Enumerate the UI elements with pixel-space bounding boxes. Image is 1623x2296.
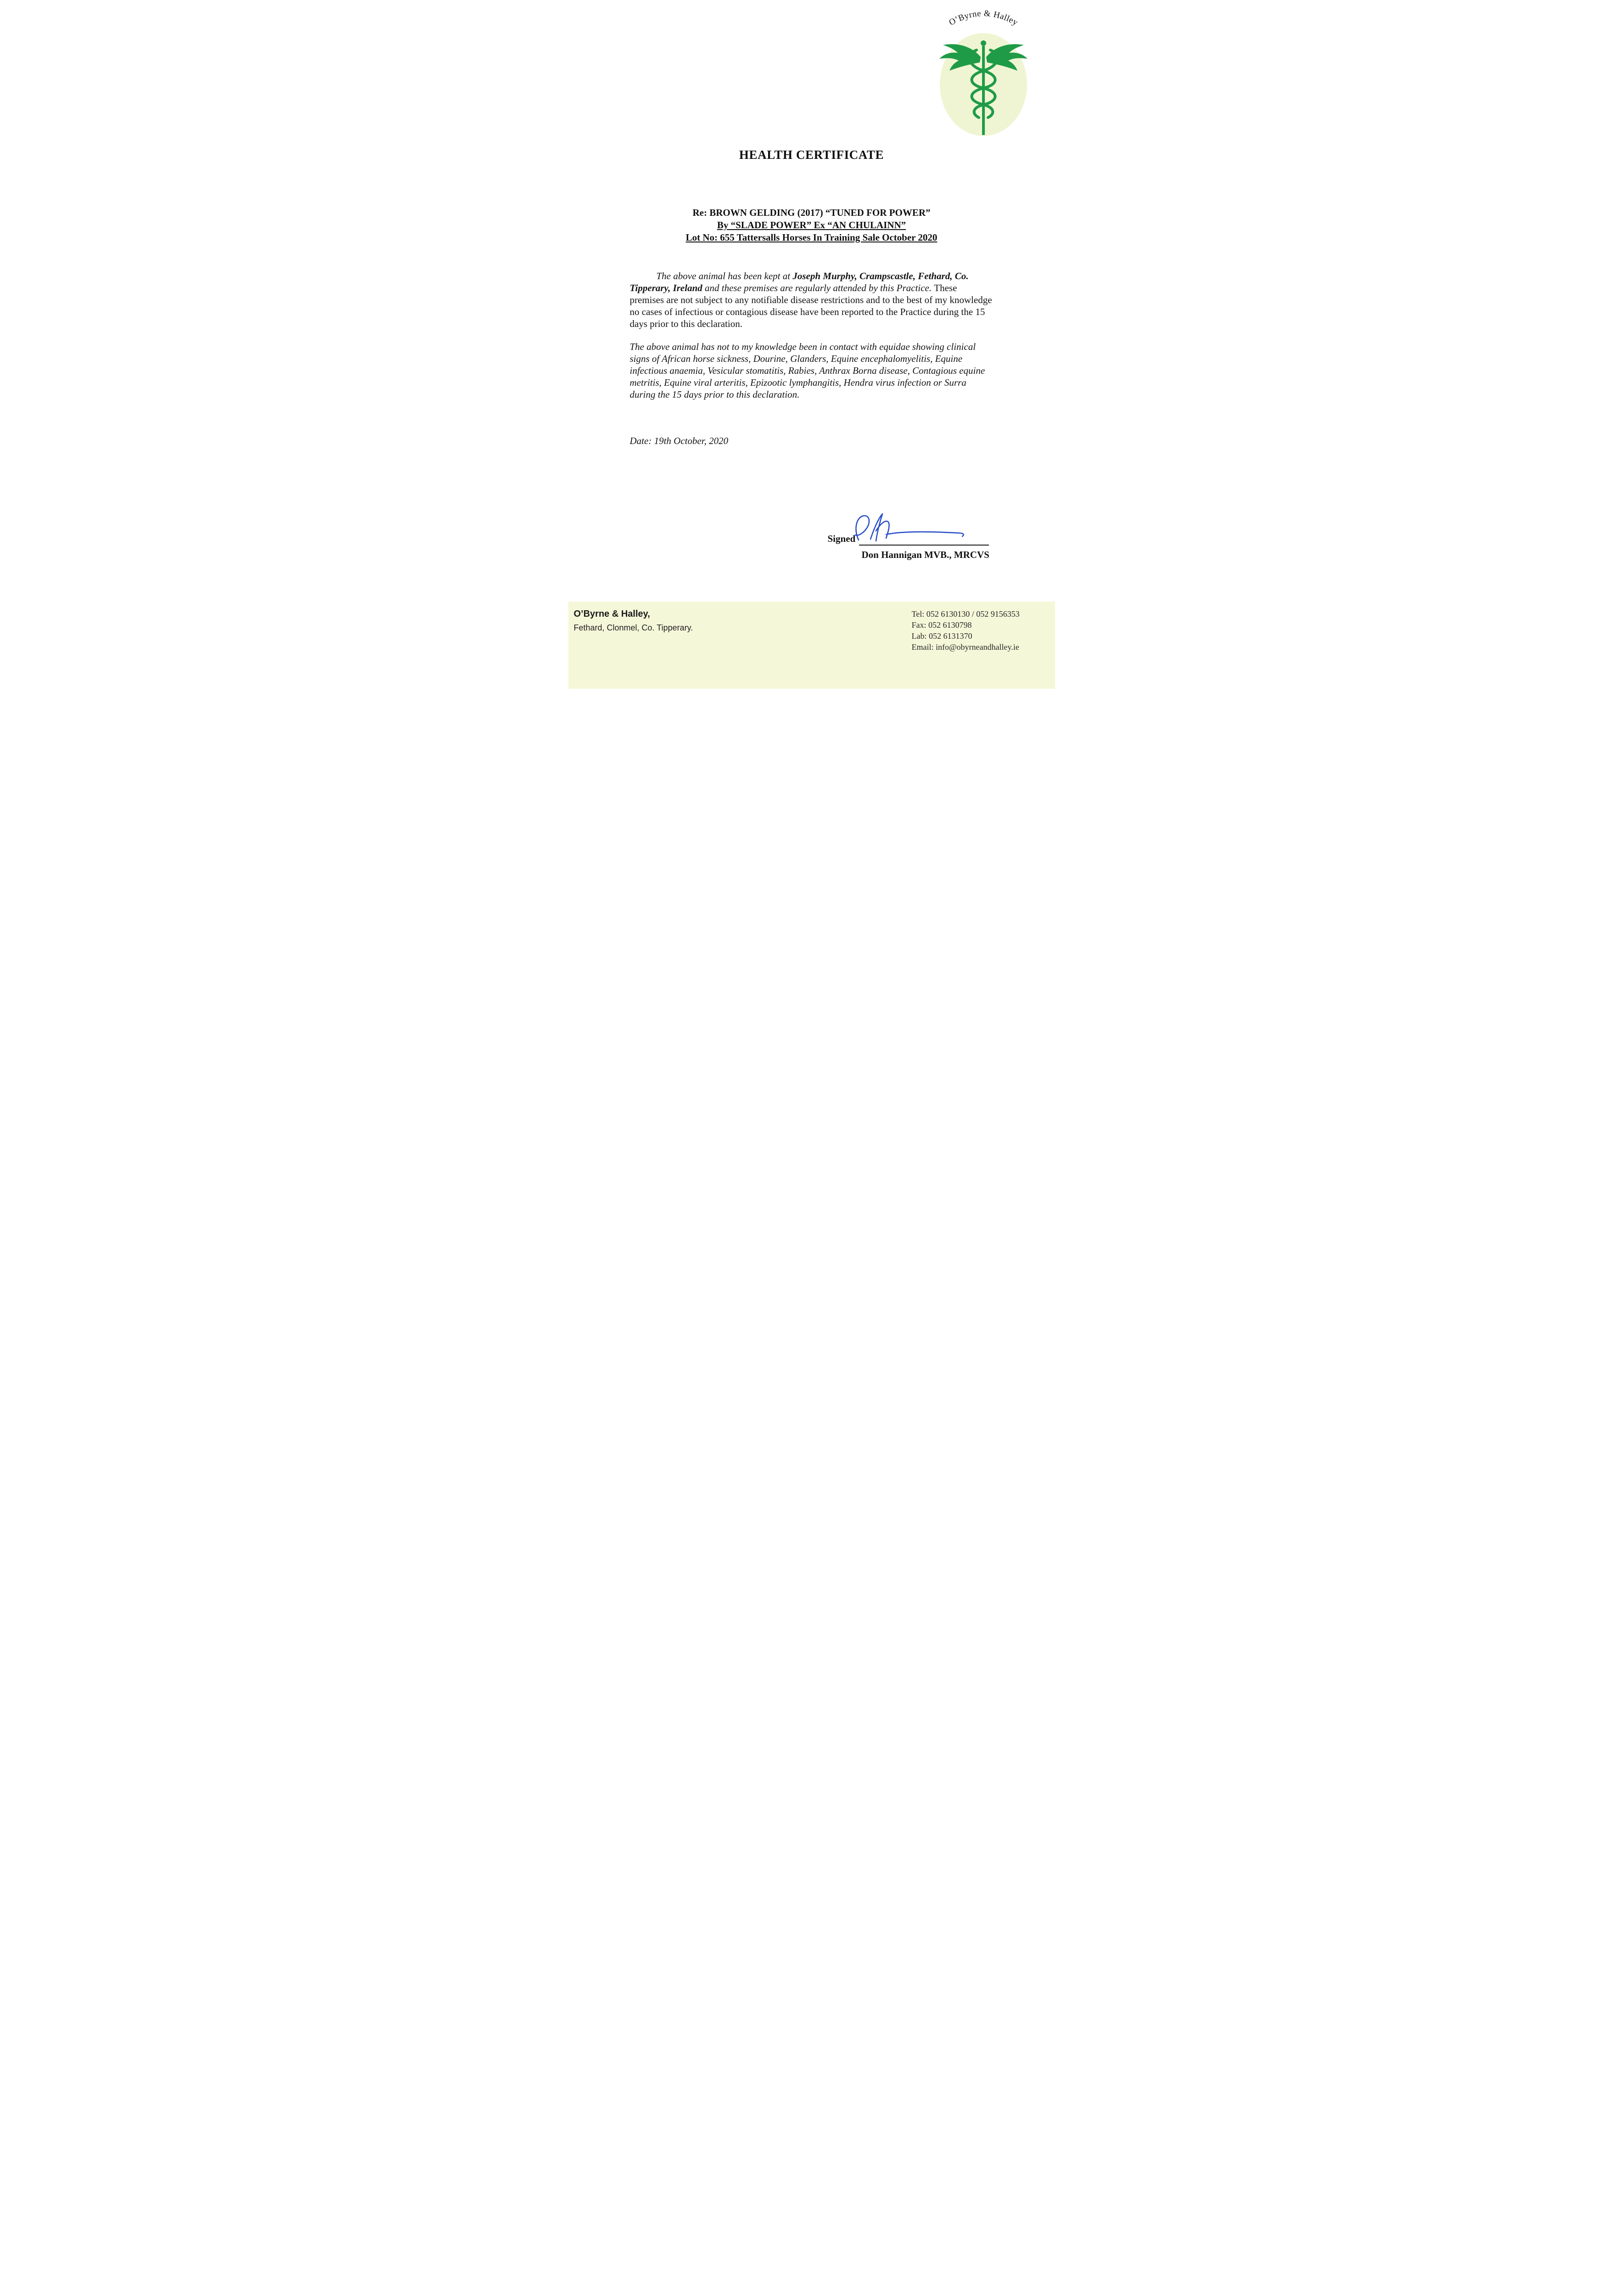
subject-block [568, 207, 1055, 244]
date-line: Date: 19th October, 2020 [629, 435, 729, 446]
footer-tel: Tel: 052 6130130 / 052 9156353 [911, 609, 1020, 619]
logo-brand-text: O’Byrne & Halley [947, 8, 1020, 28]
footer-fax: Fax: 052 6130798 [911, 620, 972, 630]
declaration-paragraph-premises [630, 270, 994, 330]
subject-line-pedigree: By “SLADE POWER” Ex “AN CHULAINN” [717, 219, 906, 231]
subject-line-lot: Lot No: 655 Tattersalls Horses In Training Sale October 2020 [685, 232, 938, 243]
signed-label: Signed [827, 533, 856, 544]
practice-logo [933, 6, 1034, 144]
footer [568, 602, 1055, 689]
signatory-name: Don Hannigan MVB., MRCVS [861, 549, 989, 560]
page-title: HEALTH CERTIFICATE [739, 148, 884, 162]
para1-lead: The above animal has been kept at [656, 270, 793, 281]
footer-contact-block [912, 608, 1020, 653]
footer-lab: Lab: 052 6131370 [911, 631, 972, 641]
para1-keeper-name: Joseph Murphy, Crampscastle, Fethard, Co. Tipperary, Ireland [629, 270, 969, 293]
svg-text:O’Byrne & Halley [947, 9, 1019, 28]
declaration-paragraph-diseases: The above animal has not to my knowledge been in contact with equidae showing clinical signs of African horse sickness, Dourine, Glanders, Equine encephalomyelitis, Equine infectious anaemia, Vesicular stomatitis, Rabies, Anthrax Borna disease, Contagious equine metritis, Equine viral arteritis, Epizootic lymphangitis, Hendra virus infection or Surra during the 15 days prior to this declaration. [629, 341, 985, 400]
health-certificate-document [568, 0, 1055, 689]
para1-tail: These premises are not subject to any notifiable disease restrictions and to the best of my knowledge no cases of infectious or contagious disease have been reported to the Practice during the 15 days prior to this declaration. [629, 282, 992, 329]
footer-practice-block [574, 609, 693, 633]
signature-line [859, 545, 989, 546]
subject-line-re: Re: BROWN GELDING (2017) “TUNED FOR POWER” [692, 207, 931, 218]
footer-address: Fethard, Clonmel, Co. Tipperary. [573, 623, 693, 632]
caduceus-icon [933, 6, 1034, 144]
signature-handwriting [852, 512, 967, 546]
para1-mid: and these premises are regularly attended by this Practice. [702, 282, 934, 293]
footer-practice-name: O’Byrne & Halley, [573, 609, 650, 619]
footer-email: Email: info@obyrneandhalley.ie [911, 642, 1019, 652]
